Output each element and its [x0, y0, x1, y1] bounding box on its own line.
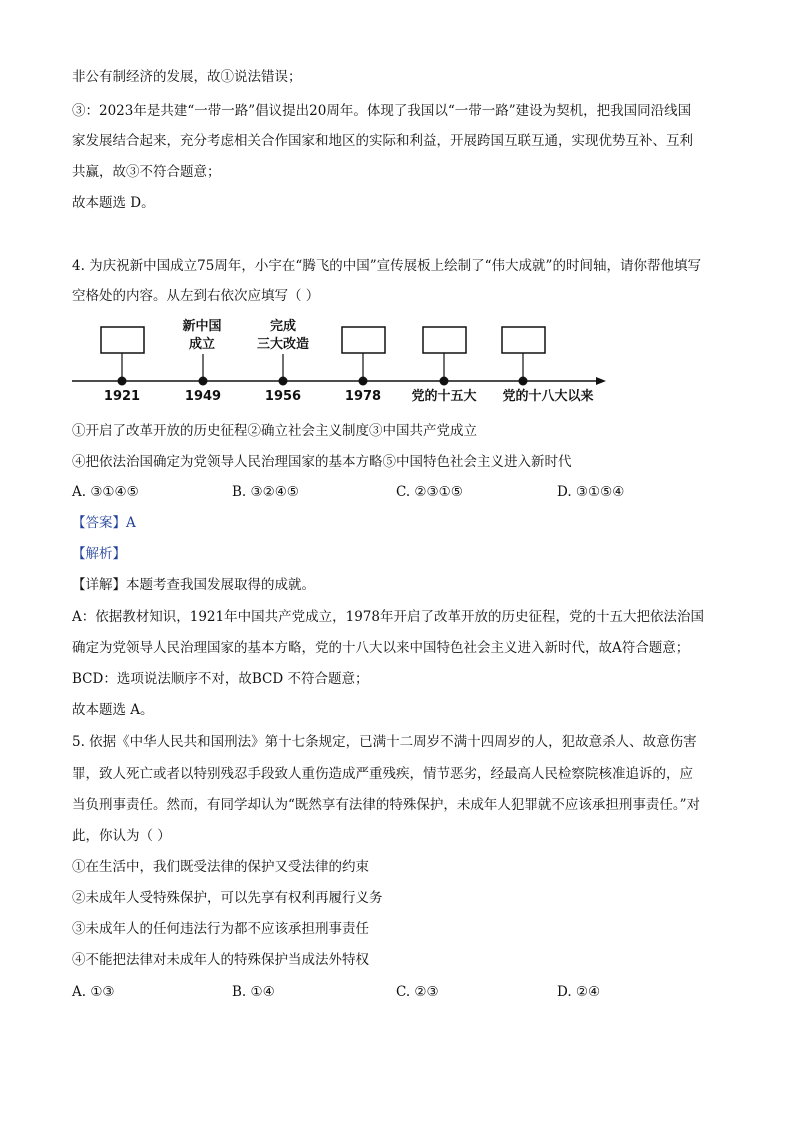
- arrow-icon: [596, 377, 606, 385]
- timeline-dot: [519, 377, 528, 386]
- question-5-stem: 此，你认为（ ）: [72, 828, 171, 844]
- question-5-statement: ②未成年人受特殊保护，可以先享有权利再履行义务: [72, 890, 383, 906]
- label-1949-bottom: 成立: [188, 337, 216, 352]
- question-4-stem: 空格处的内容。从左到右依次应填写（ ）: [72, 288, 320, 304]
- year-label: 1956: [264, 389, 302, 404]
- question-5-stem: 当负刑事责任。然而，有同学却认为“既然享有法律的特殊保护，未成年人犯罪就不应该承担刑事责任。”对: [72, 797, 701, 813]
- timeline-dot: [279, 377, 288, 386]
- timeline-dot: [359, 377, 368, 386]
- question-5-stem: 罪，致人死亡或者以特别残忍手段致人重伤造成严重残疾，情节恶劣，经最高人民检察院核准追诉的，应: [72, 766, 693, 782]
- text-line: 非公有制经济的发展，故①说法错误；: [72, 69, 302, 85]
- question-5-stem: 5. 依据《中华人民共和国刑法》第十七条规定，已满十二周岁不满十四周岁的人，犯故意杀人、故意伤害: [72, 734, 697, 750]
- year-label: 1921: [103, 389, 141, 404]
- timeline-dot: [199, 377, 208, 386]
- option-d[interactable]: D. ②④: [557, 984, 601, 1000]
- option-d[interactable]: D. ③①⑤④: [557, 484, 625, 500]
- option-c[interactable]: C. ②③: [396, 984, 439, 1000]
- option-a[interactable]: A. ③①④⑤: [72, 484, 139, 500]
- year-label: 党的十五大: [411, 389, 477, 404]
- label-1949-top: 新中国: [182, 319, 222, 334]
- explanation-line: BCD：选项说法顺序不对，故BCD 不符合题意；: [72, 671, 369, 687]
- detail-line: 【详解】本题考查我国发展取得的成就。: [72, 577, 315, 593]
- blank-box-1978: [342, 327, 385, 353]
- year-label: 1978: [344, 389, 382, 404]
- option-c[interactable]: C. ②③①⑤: [396, 484, 463, 500]
- explanation-line: 确定为党领导人民治理国家的基本方略，党的十八大以来中国特色社会主义进入新时代，故A符合题意；: [72, 640, 690, 656]
- timeline-dot: [118, 377, 127, 386]
- text-line: 家发展结合起来，充分考虑相关合作国家和地区的实际和利益，开展跨国互联互通，实现优势互补、互利: [72, 133, 693, 149]
- label-1956-top: 完成: [269, 319, 297, 334]
- question-4-statements: ①开启了改革开放的历史征程②确立社会主义制度③中国共产党成立: [72, 423, 477, 439]
- option-b[interactable]: B. ③②④⑤: [232, 484, 299, 500]
- analysis-label: 【解析】: [72, 546, 126, 562]
- blank-box-15th: [423, 327, 466, 353]
- blank-box-1921: [101, 327, 144, 353]
- year-label: 党的十八大以来: [502, 389, 594, 404]
- timeline-diagram: [0, 0, 794, 420]
- timeline-dot: [440, 377, 449, 386]
- blank-box-18th: [502, 327, 545, 353]
- question-4-stem: 4. 为庆祝新中国成立75周年，小宇在“腾飞的中国”宣传展板上绘制了“伟大成就”的时间轴，请你帮他填写: [72, 258, 701, 274]
- explanation-line: 故本题选 A。: [72, 702, 154, 718]
- option-b[interactable]: B. ①④: [232, 984, 275, 1000]
- text-line: 故本题选 D。: [72, 195, 155, 211]
- question-5-statement: ④不能把法律对未成年人的特殊保护当成法外特权: [72, 952, 369, 968]
- option-a[interactable]: A. ①③: [72, 984, 115, 1000]
- answer-label: 【答案】A: [72, 515, 136, 531]
- question-4-statements: ④把依法治国确定为党领导人民治理国家的基本方略⑤中国特色社会主义进入新时代: [72, 454, 572, 470]
- question-5-statement: ①在生活中，我们既受法律的保护又受法律的约束: [72, 859, 369, 875]
- question-5-statement: ③未成年人的任何违法行为都不应该承担刑事责任: [72, 921, 369, 937]
- label-1956-bottom: 三大改造: [256, 337, 310, 352]
- text-line: 共赢，故③不符合题意；: [72, 164, 221, 180]
- year-label: 1949: [184, 389, 222, 404]
- explanation-line: A：依据教材知识，1921年中国共产党成立，1978年开启了改革开放的历史征程，党的十五大把依法治国: [72, 609, 704, 625]
- text-line: ③：2023年是共建“一带一路”倡议提出20周年。体现了我国以“一带一路”建设为契机，把我国同沿线国: [72, 103, 692, 119]
